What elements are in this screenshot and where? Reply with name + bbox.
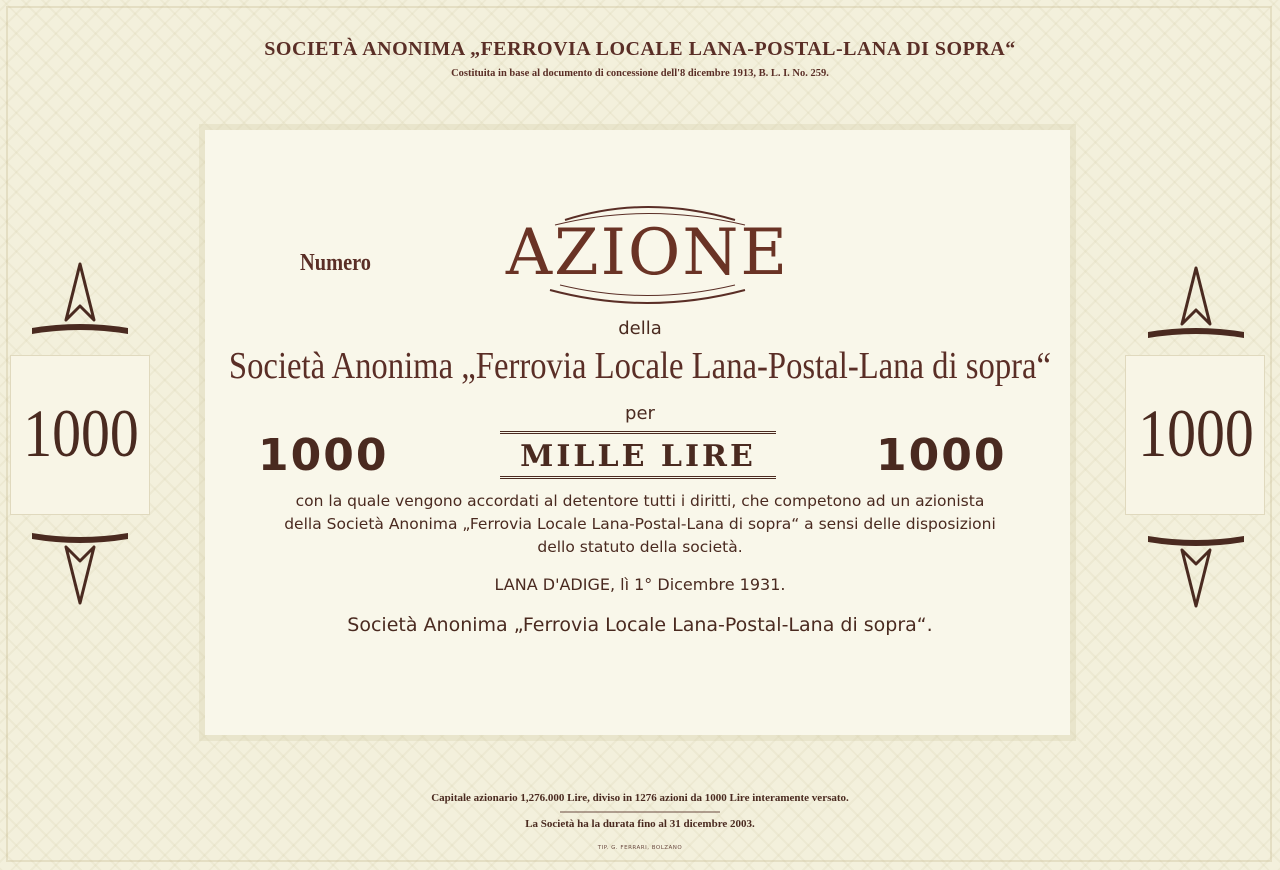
arrow-up-ornament-icon bbox=[28, 262, 132, 342]
body-line-3: dello statuto della società. bbox=[537, 538, 743, 556]
per-text: per bbox=[625, 403, 655, 424]
amount-words: MILLE LIRE bbox=[520, 439, 756, 474]
amount-words-box bbox=[500, 431, 776, 479]
header-subtitle: Costituita in base al documento di concessione dell'8 dicembre 1913, B. L. I. No. 259. bbox=[451, 68, 829, 79]
right-denomination: 1000 bbox=[1138, 395, 1254, 471]
arrow-up-ornament-icon bbox=[1144, 266, 1248, 346]
company-name: Società Anonima „Ferrovia Locale Lana-Postal-Lana di sopra“ bbox=[228, 345, 1052, 387]
body-line-2: della Società Anonima „Ferrovia Locale Lana-Postal-Lana di sopra“ a sensi delle disposizioni bbox=[284, 515, 996, 533]
della-text: della bbox=[618, 318, 662, 339]
numero-label: Numero bbox=[300, 250, 372, 276]
duration-note: La Società ha la durata fino al 31 dicembre 2003. bbox=[525, 818, 755, 830]
amount-right: 1000 bbox=[876, 430, 1007, 481]
place-date: LANA D'ADIGE, lì 1° Dicembre 1931. bbox=[494, 575, 786, 594]
body-line-1: con la quale vengono accordati al detentore tutti i diritti, che competono ad un azionista bbox=[295, 492, 985, 510]
document-type-title: AZIONE bbox=[505, 216, 790, 290]
left-denomination: 1000 bbox=[23, 395, 139, 471]
arrow-down-ornament-icon bbox=[1144, 528, 1248, 608]
divider-line bbox=[560, 810, 720, 814]
signature-line: Società Anonima „Ferrovia Locale Lana-Postal-Lana di sopra“. bbox=[347, 614, 933, 636]
right-denomination-box bbox=[1125, 355, 1265, 515]
amount-left: 1000 bbox=[258, 430, 389, 481]
left-denomination-box bbox=[10, 355, 150, 515]
header-title: SOCIETÀ ANONIMA „FERROVIA LOCALE LANA-POSTAL-LANA DI SOPRA“ bbox=[264, 38, 1016, 60]
printer-mark: TIP. G. FERRARI, BOLZANO bbox=[597, 845, 683, 851]
arrow-down-ornament-icon bbox=[28, 525, 132, 605]
azione-title-block bbox=[495, 198, 800, 313]
capital-note: Capitale azionario 1,276.000 Lire, diviso in 1276 azioni da 1000 Lire interamente versato. bbox=[431, 792, 849, 804]
